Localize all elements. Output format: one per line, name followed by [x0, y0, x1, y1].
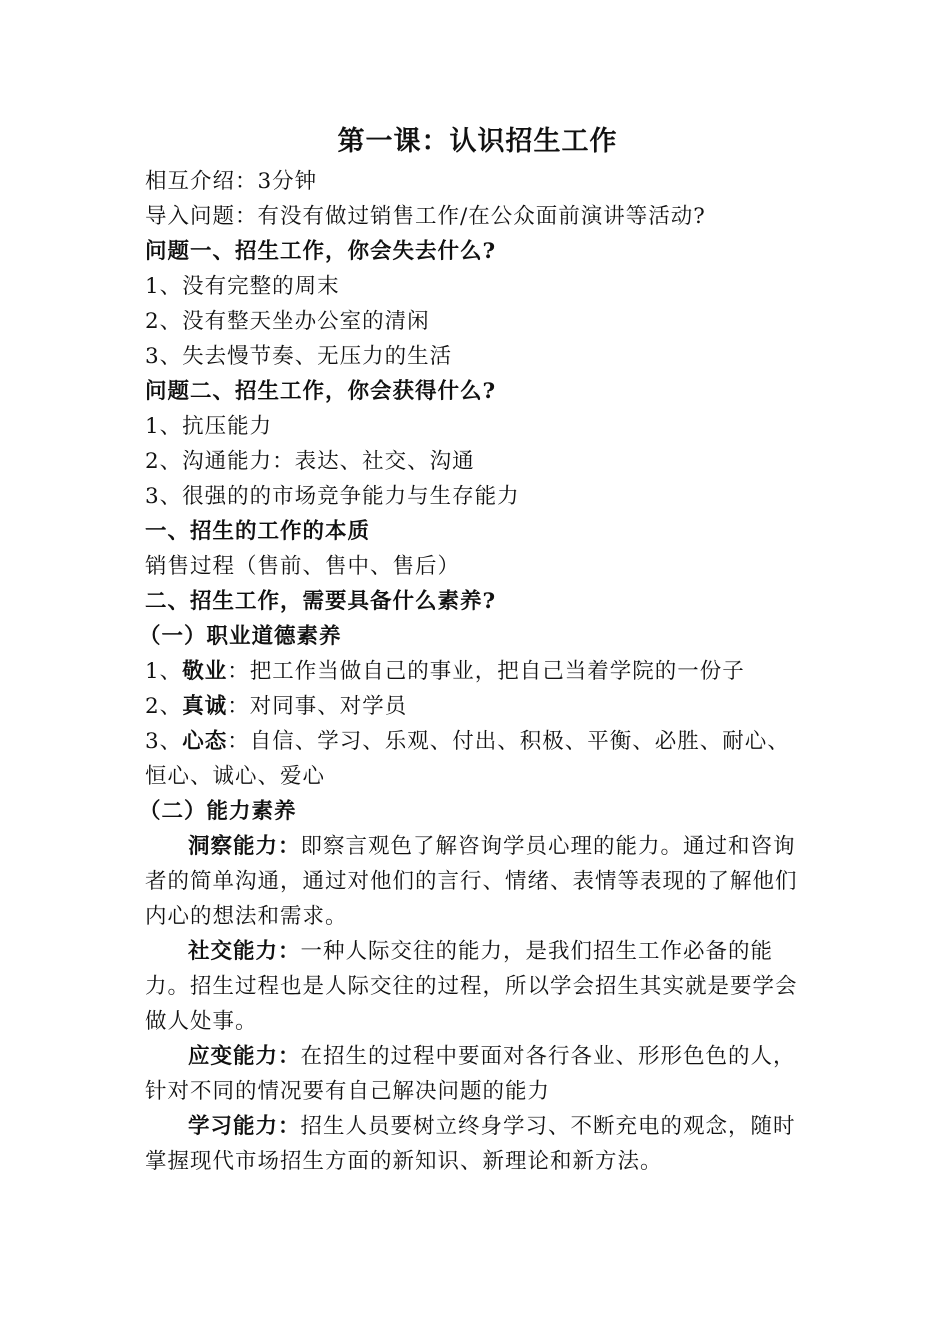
- question-one-item: 2、没有整天坐办公室的清闲: [145, 309, 430, 334]
- ability-text: 即察言观色了解咨询学员心理的能力。通过和咨询者的简单沟通，通过对他们的言行、情绪、表情等表现的了解他们内心的想法和需求。: [145, 834, 798, 929]
- item-number: 2、: [145, 694, 183, 719]
- intro-line: 相互介绍：3分钟: [145, 169, 318, 194]
- item-keyword: 心态: [182, 729, 228, 754]
- item-keyword: 真诚: [182, 694, 228, 719]
- section-two-heading: 二、招生工作，需要具备什么素养?: [145, 589, 497, 614]
- question-two-heading: 问题二、招生工作，你会获得什么?: [145, 379, 497, 404]
- ethics-item: [145, 689, 810, 724]
- ability-text: 在招生的过程中要面对各行各业、形形色色的人，针对不同的情况要有自己解决问题的能力: [145, 1044, 796, 1104]
- section-one-heading: 一、招生的工作的本质: [145, 519, 371, 544]
- ability-paragraph: [145, 1109, 810, 1179]
- ability-keyword: 洞察能力：: [188, 834, 301, 859]
- item-keyword: 敬业: [182, 659, 228, 684]
- lead-question-line: 导入问题：有没有做过销售工作/在公众面前演讲等活动?: [145, 204, 706, 229]
- question-one-item: 1、没有完整的周末: [145, 274, 340, 299]
- ability-keyword: 社交能力：: [188, 939, 301, 964]
- question-two-item: 1、抗压能力: [145, 414, 273, 439]
- ethics-item: [145, 654, 810, 689]
- question-one-heading: 问题一、招生工作，你会失去什么?: [145, 239, 497, 264]
- item-number: 3、: [145, 729, 183, 754]
- page-title: 第一课：认识招生工作: [337, 126, 618, 157]
- ability-text: 一种人际交往的能力，是我们招生工作必备的能力。招生过程也是人际交往的过程，所以学会招生其实就是要学会做人处事。: [145, 939, 798, 1034]
- ability-keyword: 应变能力：: [188, 1044, 301, 1069]
- ability-text: 招生人员要树立终身学习、不断充电的观念，随时掌握现代市场招生方面的新知识、新理论和新方法。: [145, 1114, 796, 1174]
- item-number: 1、: [145, 659, 183, 684]
- ability-paragraph: [145, 934, 810, 1039]
- document-page: [139, 124, 810, 1179]
- item-text: ：自信、学习、乐观、付出、积极、平衡、必胜、耐心、恒心、诚心、爱心: [145, 729, 790, 789]
- item-text: ：对同事、对学员: [227, 694, 408, 719]
- section-one-text: 销售过程（售前、售中、售后）: [145, 554, 461, 579]
- ability-keyword: 学习能力：: [188, 1114, 301, 1139]
- question-two-item: 2、沟通能力：表达、社交、沟通: [145, 449, 475, 474]
- ability-paragraph: [145, 1039, 810, 1109]
- question-one-item: 3、失去慢节奏、无压力的生活: [145, 344, 453, 369]
- subsection-ability-heading: （二）能力素养: [139, 799, 297, 824]
- ethics-item: [145, 724, 810, 794]
- question-two-item: 3、很强的的市场竞争能力与生存能力: [145, 484, 520, 509]
- ability-paragraph: [145, 829, 810, 934]
- subsection-ethics-heading: （一）职业道德素养: [139, 624, 342, 649]
- item-text: ：把工作当做自己的事业，把自己当着学院的一份子: [227, 659, 745, 684]
